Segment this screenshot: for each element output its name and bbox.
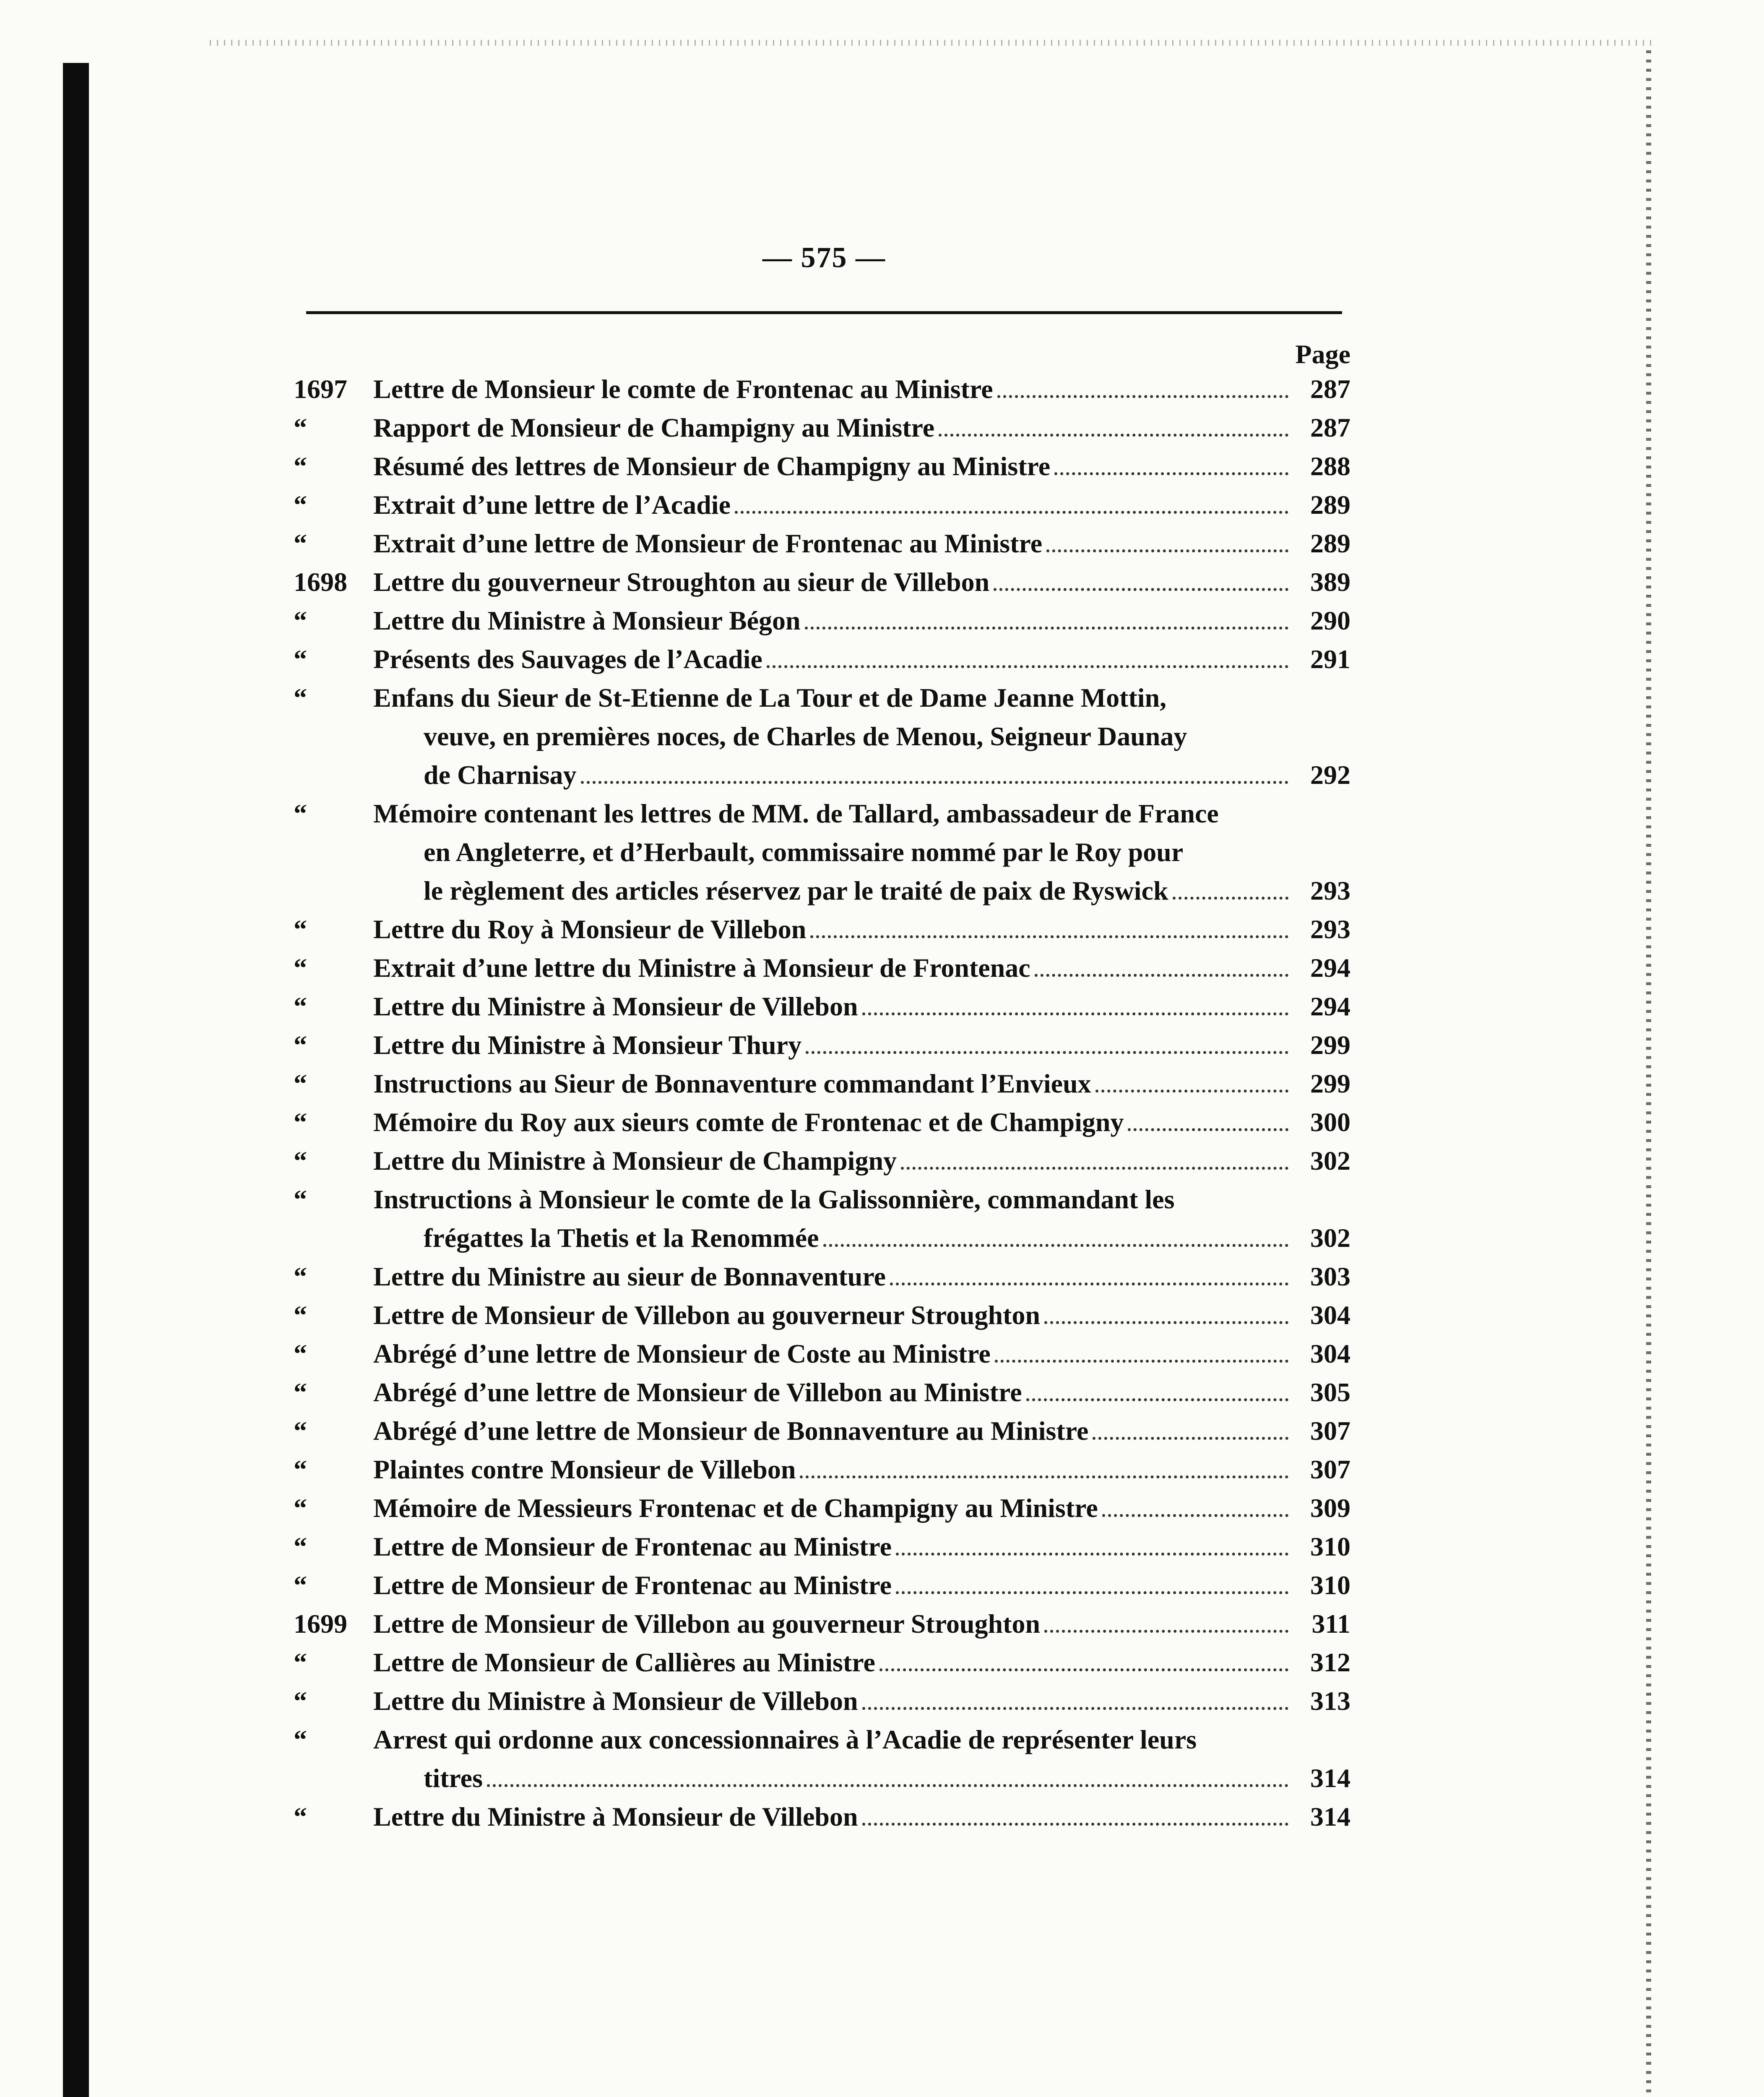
dot-leader bbox=[1044, 1630, 1288, 1633]
entry-page-number: 313 bbox=[1310, 1686, 1350, 1716]
entry-title bbox=[373, 1103, 1292, 1142]
entry-page-number: 303 bbox=[1310, 1262, 1350, 1291]
entry-line-last bbox=[424, 1759, 1292, 1798]
entry-line-text: frégattes la Thetis et la Renommée bbox=[424, 1223, 819, 1253]
dot-leader bbox=[862, 1707, 1288, 1710]
entry-page-number: 307 bbox=[1310, 1416, 1350, 1446]
entry-page-number: 289 bbox=[1310, 490, 1350, 520]
entry-line-text: Lettre du Ministre au sieur de Bonnaventure bbox=[373, 1262, 886, 1291]
entry-title bbox=[373, 1142, 1292, 1180]
dot-leader bbox=[862, 1823, 1288, 1826]
entry-line-text: Abrégé d’une lettre de Monsieur de Villebon au Ministre bbox=[373, 1377, 1022, 1407]
page-column-label: Page bbox=[1295, 339, 1350, 369]
entry-line-last bbox=[424, 1219, 1292, 1257]
entry-page-number: 300 bbox=[1310, 1107, 1350, 1137]
entry-line-last bbox=[373, 601, 1292, 640]
entry-year: “ bbox=[294, 1725, 307, 1754]
entry-year: “ bbox=[294, 644, 307, 674]
entry-line-last bbox=[373, 1489, 1292, 1527]
toc-entry bbox=[294, 1643, 1350, 1682]
entry-line: en Angleterre, et d’Herbault, commissaire nommé par le Roy pour bbox=[424, 837, 1184, 867]
entry-year: 1699 bbox=[294, 1609, 347, 1639]
entry-line-last bbox=[424, 872, 1292, 910]
entry-line-last bbox=[424, 756, 1292, 794]
toc-entry bbox=[294, 1296, 1350, 1335]
page-number: — 575 — bbox=[762, 242, 886, 274]
entry-line-text: Abrégé d’une lettre de Monsieur de Bonnaventure au Ministre bbox=[373, 1416, 1089, 1446]
entry-title bbox=[373, 1373, 1292, 1412]
entry-page-number: 299 bbox=[1310, 1069, 1350, 1098]
entry-page-number: 288 bbox=[1310, 451, 1350, 481]
entry-page-number: 305 bbox=[1310, 1377, 1350, 1407]
entry-title bbox=[373, 949, 1292, 987]
entry-year: “ bbox=[294, 1454, 307, 1484]
entry-page-number: 294 bbox=[1310, 953, 1350, 983]
entry-page-number: 289 bbox=[1310, 528, 1350, 558]
entry-year: “ bbox=[294, 606, 307, 635]
toc-entry bbox=[294, 1489, 1350, 1527]
entry-line-text: Lettre de Monsieur le comte de Frontenac au Ministre bbox=[373, 374, 993, 404]
page-column-header bbox=[294, 331, 1350, 370]
entry-page-number: 287 bbox=[1310, 413, 1350, 442]
entry-line-last bbox=[373, 1064, 1292, 1103]
entry-line: veuve, en premières noces, de Charles de Menou, Seigneur Daunay bbox=[424, 721, 1187, 751]
entry-page-number: 302 bbox=[1310, 1223, 1350, 1253]
entry-year: “ bbox=[294, 490, 307, 520]
entry-year: “ bbox=[294, 1146, 307, 1176]
entry-year: “ bbox=[294, 914, 307, 944]
entry-page-number: 302 bbox=[1310, 1146, 1350, 1176]
dot-leader bbox=[901, 1167, 1288, 1170]
entry-page-number: 299 bbox=[1310, 1030, 1350, 1060]
entry-line-last bbox=[373, 1373, 1292, 1412]
entry-line-text: Lettre du Ministre à Monsieur de Villebon bbox=[373, 1686, 858, 1716]
entry-year: “ bbox=[294, 991, 307, 1021]
entry-line-last bbox=[373, 1103, 1292, 1142]
entry-page-number: 293 bbox=[1310, 914, 1350, 944]
entry-page-number: 293 bbox=[1310, 876, 1350, 905]
entry-year: “ bbox=[294, 1262, 307, 1291]
entry-line-last bbox=[373, 524, 1292, 563]
toc-entry bbox=[294, 1373, 1350, 1412]
entry-line-last bbox=[373, 408, 1292, 447]
entry-line-text: titres bbox=[424, 1763, 483, 1793]
entry-page-number: 310 bbox=[1310, 1532, 1350, 1561]
entry-title bbox=[373, 370, 1292, 408]
entry-year: “ bbox=[294, 1686, 307, 1716]
toc-entry bbox=[294, 601, 1350, 640]
dot-leader bbox=[994, 588, 1288, 591]
dot-leader bbox=[735, 511, 1288, 514]
dot-leader bbox=[810, 935, 1288, 938]
toc-entry bbox=[294, 1180, 1350, 1257]
entry-title bbox=[373, 1026, 1292, 1064]
entry-line: Instructions à Monsieur le comte de la Galissonnière, commandant les bbox=[373, 1184, 1175, 1214]
entry-title bbox=[373, 1335, 1292, 1373]
entry-line-text: Extrait d’une lettre du Ministre à Monsieur de Frontenac bbox=[373, 953, 1030, 983]
entry-line-last bbox=[373, 1335, 1292, 1373]
entry-title bbox=[373, 1720, 1292, 1798]
table-of-contents bbox=[294, 331, 1350, 1836]
entry-title bbox=[373, 1643, 1292, 1682]
toc-entry bbox=[294, 1142, 1350, 1180]
entry-line-text: de Charnisay bbox=[424, 760, 577, 790]
dot-leader bbox=[896, 1553, 1288, 1556]
entry-page-number: 291 bbox=[1310, 644, 1350, 674]
entry-title bbox=[373, 679, 1292, 794]
dot-leader bbox=[1044, 1321, 1288, 1324]
toc-entry bbox=[294, 1335, 1350, 1373]
entry-line-text: Lettre de Monsieur de Villebon au gouverneur Stroughton bbox=[373, 1300, 1041, 1330]
entry-line-last bbox=[373, 447, 1292, 486]
dot-leader bbox=[806, 1051, 1288, 1054]
toc-entry bbox=[294, 408, 1350, 447]
entry-page-number: 312 bbox=[1310, 1647, 1350, 1677]
entry-title bbox=[373, 524, 1292, 563]
entry-year: “ bbox=[294, 953, 307, 983]
toc-entries bbox=[294, 370, 1350, 1836]
entry-line-last bbox=[373, 640, 1292, 679]
toc-entry bbox=[294, 910, 1350, 949]
dot-leader bbox=[1093, 1437, 1288, 1440]
entry-title bbox=[373, 563, 1292, 601]
header-rule bbox=[306, 311, 1342, 314]
scan-noise-top bbox=[210, 40, 1657, 46]
entry-line-last bbox=[373, 370, 1292, 408]
entry-line-last bbox=[373, 1450, 1292, 1489]
entry-year: “ bbox=[294, 799, 307, 828]
entry-title bbox=[373, 910, 1292, 949]
entry-line-last bbox=[373, 1026, 1292, 1064]
entry-line-text: Lettre de Monsieur de Villebon au gouverneur Stroughton bbox=[373, 1609, 1041, 1639]
toc-entry bbox=[294, 1798, 1350, 1836]
entry-title bbox=[373, 1180, 1292, 1257]
dot-leader bbox=[1173, 897, 1288, 900]
toc-entry bbox=[294, 563, 1350, 601]
toc-entry bbox=[294, 949, 1350, 987]
entry-line-text: Lettre du Ministre à Monsieur de Champigny bbox=[373, 1146, 897, 1176]
entry-page-number: 304 bbox=[1310, 1339, 1350, 1369]
entry-line-text: Abrégé d’une lettre de Monsieur de Coste au Ministre bbox=[373, 1339, 991, 1369]
toc-entry bbox=[294, 1527, 1350, 1566]
toc-entry bbox=[294, 1064, 1350, 1103]
entry-year: “ bbox=[294, 1107, 307, 1137]
entry-title bbox=[373, 1566, 1292, 1605]
entry-line-last bbox=[373, 486, 1292, 524]
dot-leader bbox=[767, 665, 1288, 668]
entry-line-text: Extrait d’une lettre de Monsieur de Frontenac au Ministre bbox=[373, 528, 1043, 558]
dot-leader bbox=[1026, 1398, 1288, 1401]
entry-line-text: Instructions au Sieur de Bonnaventure commandant l’Envieux bbox=[373, 1069, 1091, 1098]
dot-leader bbox=[1046, 549, 1288, 552]
dot-leader bbox=[879, 1668, 1288, 1671]
entry-line-text: Lettre du Ministre à Monsieur Bégon bbox=[373, 606, 801, 635]
dot-leader bbox=[800, 1475, 1288, 1478]
dot-leader bbox=[1054, 472, 1288, 475]
entry-line-last bbox=[373, 1566, 1292, 1605]
toc-entry bbox=[294, 1682, 1350, 1720]
entry-title bbox=[373, 447, 1292, 486]
entry-year: “ bbox=[294, 1532, 307, 1561]
entry-year: “ bbox=[294, 413, 307, 442]
entry-title bbox=[373, 1450, 1292, 1489]
entry-line-text: Extrait d’une lettre de l’Acadie bbox=[373, 490, 731, 520]
entry-line-last bbox=[373, 1142, 1292, 1180]
entry-line-last bbox=[373, 1643, 1292, 1682]
entry-page-number: 290 bbox=[1310, 606, 1350, 635]
entry-title bbox=[373, 1412, 1292, 1450]
entry-line: Enfans du Sieur de St-Etienne de La Tour et de Dame Jeanne Mottin, bbox=[373, 683, 1167, 713]
dot-leader bbox=[823, 1244, 1288, 1247]
entry-year: “ bbox=[294, 1377, 307, 1407]
entry-line-last bbox=[373, 1605, 1292, 1643]
entry-line-last bbox=[373, 1412, 1292, 1450]
entry-title bbox=[373, 794, 1292, 910]
dot-leader bbox=[1128, 1128, 1288, 1131]
entry-line-text: Lettre du Ministre à Monsieur de Villebon bbox=[373, 1802, 858, 1832]
entry-line-text: Lettre du Roy à Monsieur de Villebon bbox=[373, 914, 807, 944]
entry-year: “ bbox=[294, 1030, 307, 1060]
entry-page-number: 314 bbox=[1310, 1802, 1350, 1832]
dot-leader bbox=[890, 1283, 1288, 1285]
entry-line-last bbox=[373, 987, 1292, 1026]
entry-year: “ bbox=[294, 1802, 307, 1832]
entry-page-number: 389 bbox=[1310, 567, 1350, 597]
entry-title bbox=[373, 1682, 1292, 1720]
entry-year: “ bbox=[294, 1416, 307, 1446]
entry-year: “ bbox=[294, 528, 307, 558]
toc-entry bbox=[294, 370, 1350, 408]
entry-page-number: 311 bbox=[1311, 1609, 1350, 1639]
dot-leader bbox=[939, 434, 1288, 437]
entry-title bbox=[373, 1527, 1292, 1566]
dot-leader bbox=[805, 627, 1288, 630]
dot-leader bbox=[995, 1360, 1288, 1363]
entry-year: “ bbox=[294, 1184, 307, 1214]
entry-year: “ bbox=[294, 1069, 307, 1098]
entry-line-text: Lettre de Monsieur de Callières au Ministre bbox=[373, 1647, 875, 1677]
entry-year: 1698 bbox=[294, 567, 347, 597]
toc-entry bbox=[294, 1450, 1350, 1489]
entry-year: “ bbox=[294, 1300, 307, 1330]
entry-line-text: Lettre du Ministre à Monsieur de Villebon bbox=[373, 991, 858, 1021]
entry-line-text: Lettre de Monsieur de Frontenac au Ministre bbox=[373, 1532, 892, 1561]
page-edge-right bbox=[1646, 50, 1651, 2097]
dot-leader bbox=[487, 1784, 1288, 1787]
entry-line-last bbox=[373, 1682, 1292, 1720]
entry-line-text: le règlement des articles réservez par le traité de paix de Ryswick bbox=[424, 876, 1168, 905]
entry-year: “ bbox=[294, 1339, 307, 1369]
entry-title bbox=[373, 1064, 1292, 1103]
entry-line-last bbox=[373, 1296, 1292, 1335]
dot-leader bbox=[862, 1012, 1288, 1015]
entry-page-number: 307 bbox=[1310, 1454, 1350, 1484]
entry-year: “ bbox=[294, 451, 307, 481]
entry-line-text: Lettre de Monsieur de Frontenac au Ministre bbox=[373, 1570, 892, 1600]
toc-entry bbox=[294, 987, 1350, 1026]
entry-page-number: 304 bbox=[1310, 1300, 1350, 1330]
entry-year: 1697 bbox=[294, 374, 347, 404]
entry-title bbox=[373, 1798, 1292, 1836]
entry-line-last bbox=[373, 1257, 1292, 1296]
entry-line-text: Mémoire du Roy aux sieurs comte de Frontenac et de Champigny bbox=[373, 1107, 1124, 1137]
entry-title bbox=[373, 486, 1292, 524]
toc-entry bbox=[294, 486, 1350, 524]
entry-title bbox=[373, 601, 1292, 640]
entry-page-number: 309 bbox=[1310, 1493, 1350, 1523]
entry-page-number: 314 bbox=[1310, 1763, 1350, 1793]
entry-page-number: 310 bbox=[1310, 1570, 1350, 1600]
entry-page-number: 287 bbox=[1310, 374, 1350, 404]
entry-title bbox=[373, 1257, 1292, 1296]
entry-line-text: Lettre du gouverneur Stroughton au sieur de Villebon bbox=[373, 567, 990, 597]
entry-year: “ bbox=[294, 683, 307, 713]
entry-line-text: Mémoire de Messieurs Frontenac et de Champigny au Ministre bbox=[373, 1493, 1098, 1523]
entry-page-number: 294 bbox=[1310, 991, 1350, 1021]
toc-entry bbox=[294, 1566, 1350, 1605]
toc-entry bbox=[294, 1257, 1350, 1296]
entry-line-last bbox=[373, 910, 1292, 949]
toc-entry bbox=[294, 1720, 1350, 1798]
dot-leader bbox=[1035, 974, 1288, 977]
entry-line-text: Résumé des lettres de Monsieur de Champigny au Ministre bbox=[373, 451, 1051, 481]
entry-title bbox=[373, 640, 1292, 679]
entry-line-last bbox=[373, 1527, 1292, 1566]
entry-year: “ bbox=[294, 1493, 307, 1523]
entry-year: “ bbox=[294, 1647, 307, 1677]
binding-edge bbox=[63, 63, 89, 2097]
toc-entry bbox=[294, 640, 1350, 679]
entry-line-text: Plaintes contre Monsieur de Villebon bbox=[373, 1454, 796, 1484]
entry-line-text: Lettre du Ministre à Monsieur Thury bbox=[373, 1030, 802, 1060]
toc-entry bbox=[294, 1103, 1350, 1142]
toc-entry bbox=[294, 524, 1350, 563]
toc-entry bbox=[294, 679, 1350, 794]
entry-title bbox=[373, 987, 1292, 1026]
toc-entry bbox=[294, 1026, 1350, 1064]
dot-leader bbox=[997, 395, 1288, 398]
entry-year: “ bbox=[294, 1570, 307, 1600]
dot-leader bbox=[896, 1591, 1288, 1594]
entry-line: Mémoire contenant les lettres de MM. de Tallard, ambassadeur de France bbox=[373, 799, 1219, 828]
entry-title bbox=[373, 1605, 1292, 1643]
entry-line-last bbox=[373, 1798, 1292, 1836]
dot-leader bbox=[581, 781, 1289, 784]
dot-leader bbox=[1095, 1090, 1288, 1093]
entry-title bbox=[373, 1489, 1292, 1527]
toc-entry bbox=[294, 447, 1350, 486]
entry-line-text: Présents des Sauvages de l’Acadie bbox=[373, 644, 762, 674]
entry-line-text: Rapport de Monsieur de Champigny au Ministre bbox=[373, 413, 935, 442]
toc-entry bbox=[294, 1412, 1350, 1450]
toc-entry bbox=[294, 794, 1350, 910]
entry-title bbox=[373, 408, 1292, 447]
entry-page-number: 292 bbox=[1310, 760, 1350, 790]
entry-line-last bbox=[373, 563, 1292, 601]
toc-entry bbox=[294, 1605, 1350, 1643]
dot-leader bbox=[1102, 1514, 1288, 1517]
entry-title bbox=[373, 1296, 1292, 1335]
entry-line-last bbox=[373, 949, 1292, 987]
entry-line: Arrest qui ordonne aux concessionnaires à l’Acadie de représenter leurs bbox=[373, 1725, 1197, 1754]
